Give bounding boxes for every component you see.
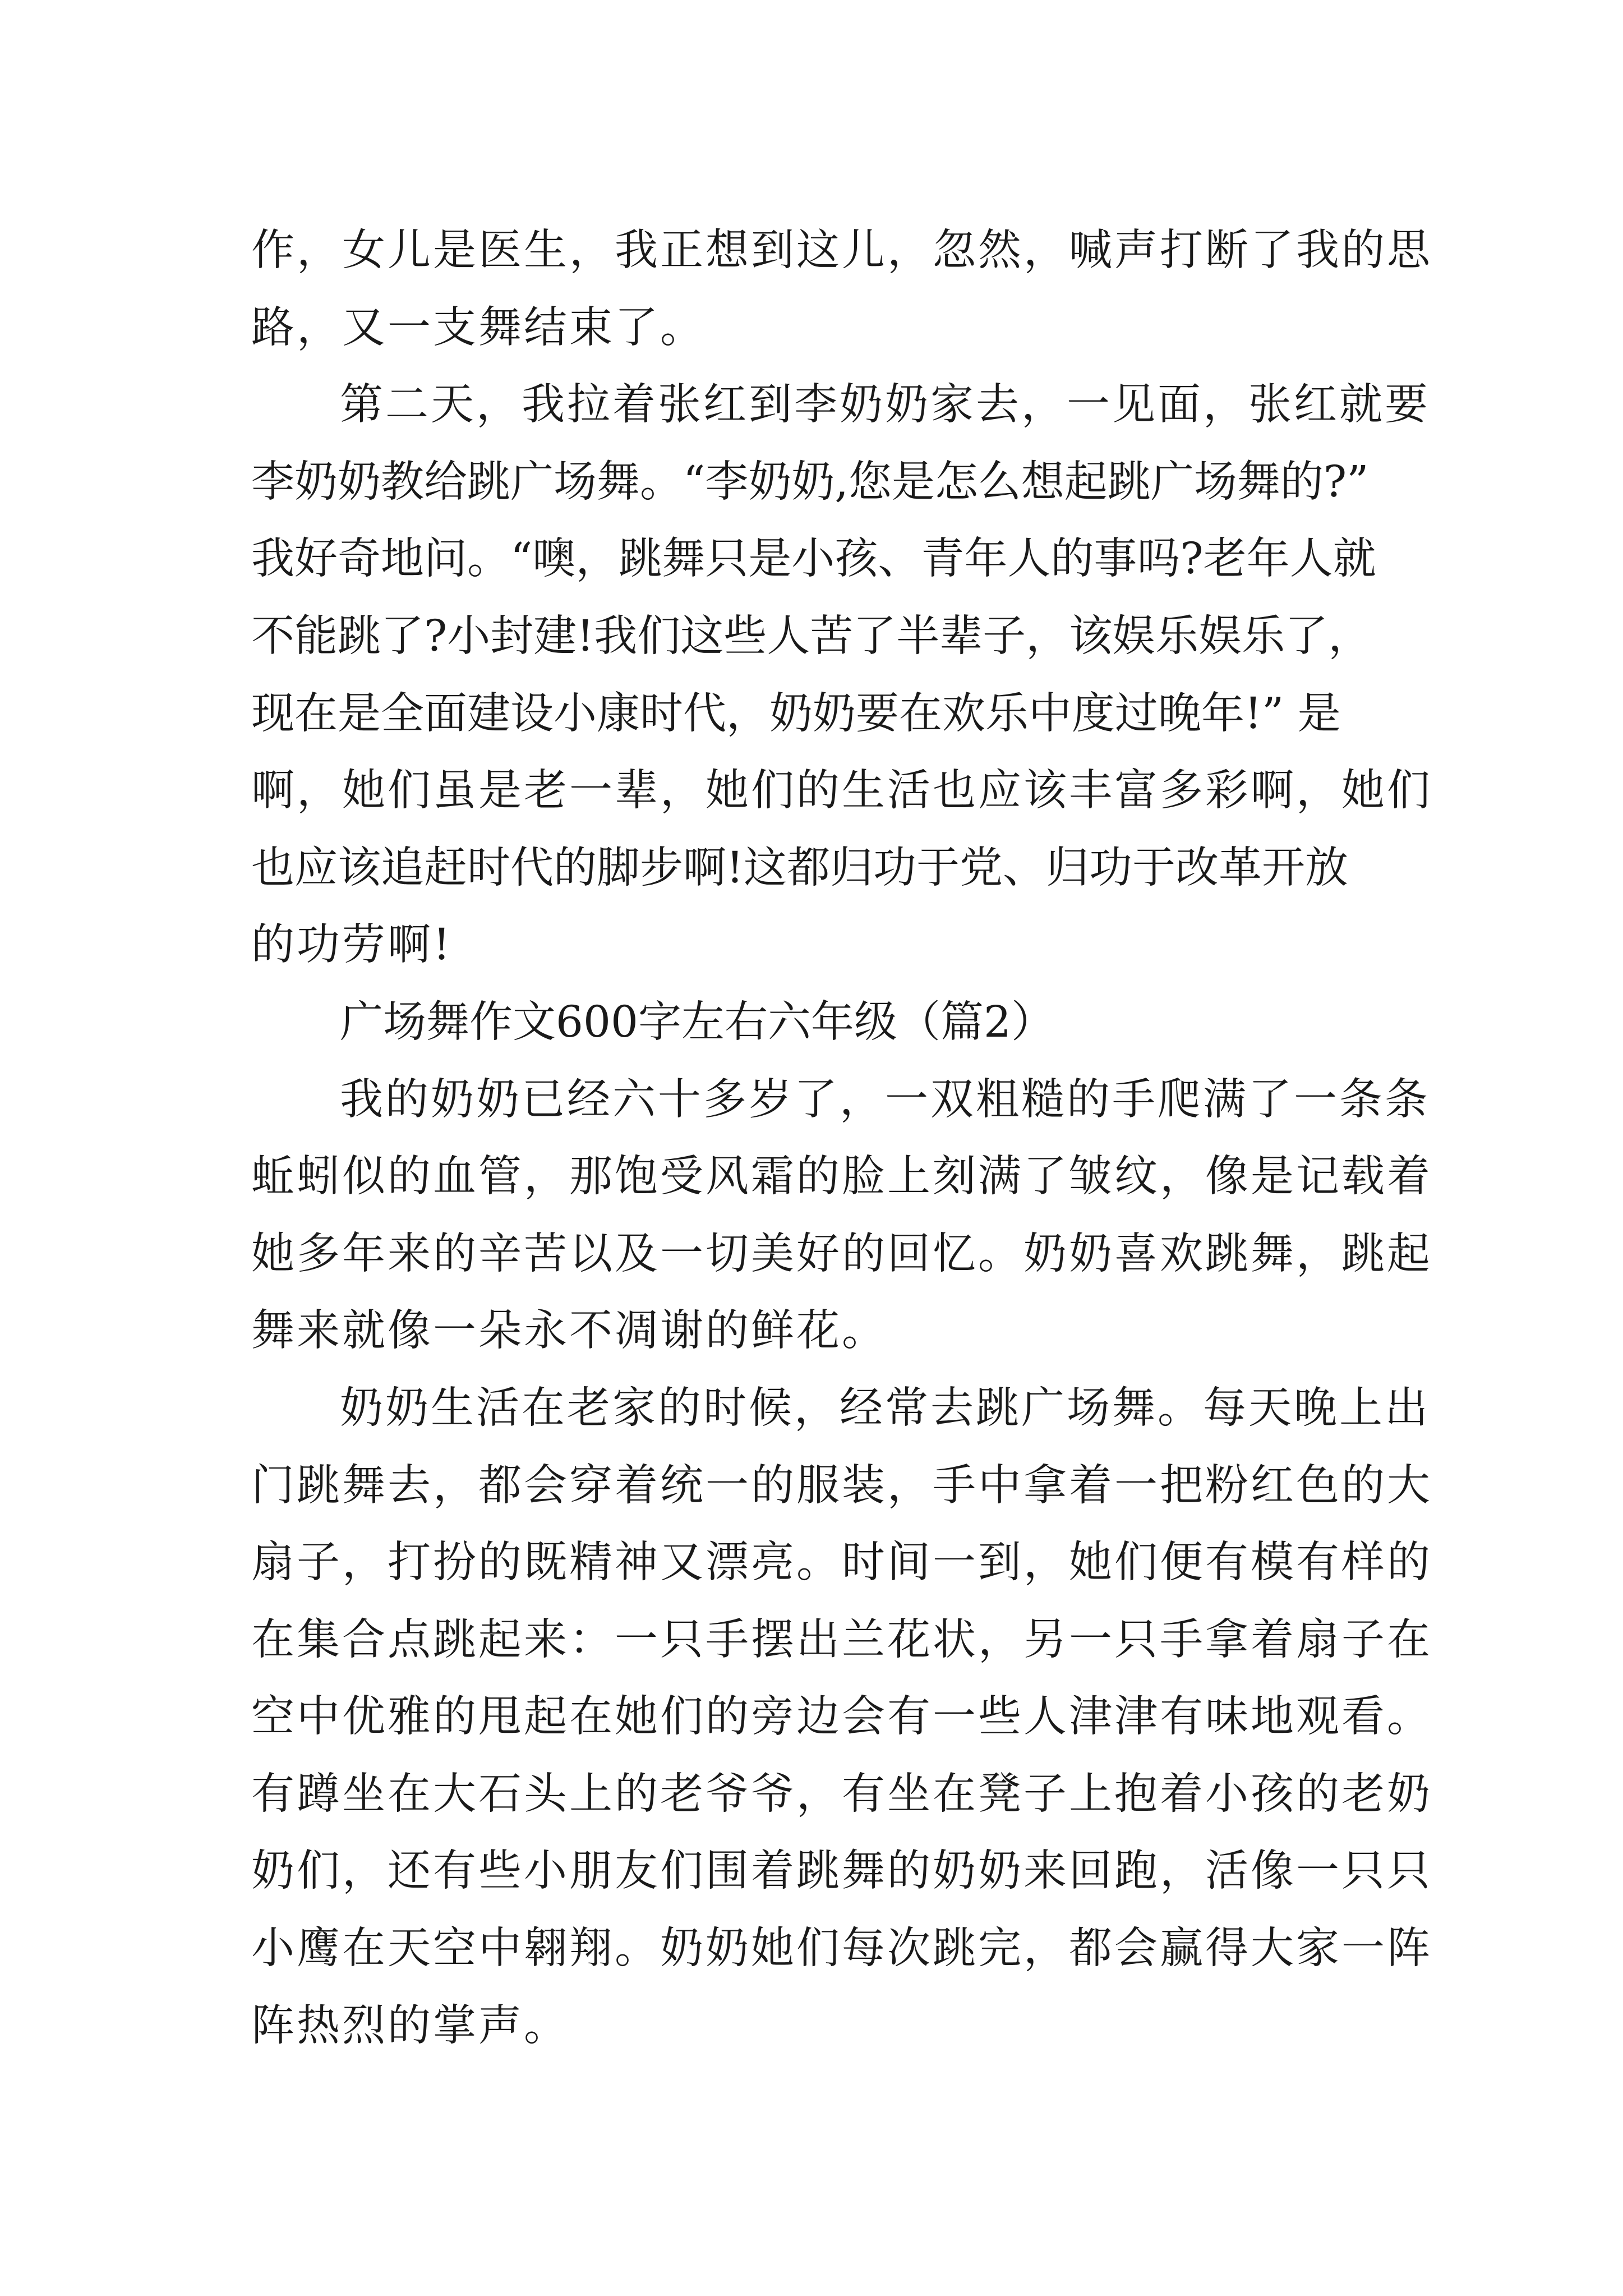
- text-line: 路，又一支舞结束了。: [251, 302, 706, 353]
- text-line: 我好奇地问。“噢，跳舞只是小孩、青年人的事吗?老年人就: [251, 534, 1376, 585]
- text-line: 李奶奶教给跳广场舞。“李奶奶,您是怎么想起跳广场舞的?”: [251, 457, 1369, 507]
- text-line: 啊，她们虽是老一辈，她们的生活也应该丰富多彩啊，她们: [251, 766, 1432, 816]
- text-line: 的功劳啊!: [251, 920, 453, 970]
- text-line: 我的奶奶已经六十多岁了，一双粗糙的手爬满了一条条: [340, 1074, 1430, 1125]
- text-line: 扇子，打扮的既精神又漂亮。时间一到，她们便有模有样的: [251, 1538, 1432, 1588]
- text-line: 门跳舞去，都会穿着统一的服装，手中拿着一把粉红色的大: [251, 1460, 1432, 1511]
- text-line: 阵热烈的掌声。: [251, 2000, 569, 2051]
- text-line: 不能跳了?小封建!我们这些人苦了半辈子，该娱乐娱乐了，: [251, 611, 1372, 661]
- section-heading: 广场舞作文600字左右六年级（篇2）: [340, 997, 1054, 1047]
- text-line: 奶们，还有些小朋友们围着跳舞的奶奶来回跑，活像一只只: [251, 1846, 1432, 1897]
- text-line: 她多年来的辛苦以及一切美好的回忆。奶奶喜欢跳舞，跳起: [251, 1228, 1432, 1279]
- text-line: 奶奶生活在老家的时候，经常去跳广场舞。每天晚上出: [340, 1383, 1430, 1433]
- text-line: 有蹲坐在大石头上的老爷爷，有坐在凳子上抱着小孩的老奶: [251, 1769, 1432, 1819]
- text-line: 第二天，我拉着张红到李奶奶家去，一见面，张红就要: [340, 380, 1430, 430]
- text-line: 也应该追赶时代的脚步啊!这都归功于党、归功于改革开放: [251, 843, 1348, 893]
- text-line: 小鹰在天空中翱翔。奶奶她们每次跳完，都会赢得大家一阵: [251, 1924, 1432, 1974]
- text-line: 现在是全面建设小康时代，奶奶要在欢乐中度过晚年!” 是: [251, 688, 1341, 739]
- text-line: 蚯蚓似的血管，那饱受风霜的脸上刻满了皱纹，像是记载着: [251, 1152, 1432, 1202]
- text-line: 舞来就像一朵永不凋谢的鲜花。: [251, 1306, 887, 1356]
- text-line: 在集合点跳起来：一只手摆出兰花状，另一只手拿着扇子在: [251, 1614, 1432, 1665]
- text-line: 作，女儿是医生，我正想到这儿，忽然，喊声打断了我的思: [251, 226, 1432, 275]
- document-body: [251, 212, 1432, 2064]
- text-line: 空中优雅的甩起在她们的旁边会有一些人津津有味地观看。: [251, 1692, 1432, 1742]
